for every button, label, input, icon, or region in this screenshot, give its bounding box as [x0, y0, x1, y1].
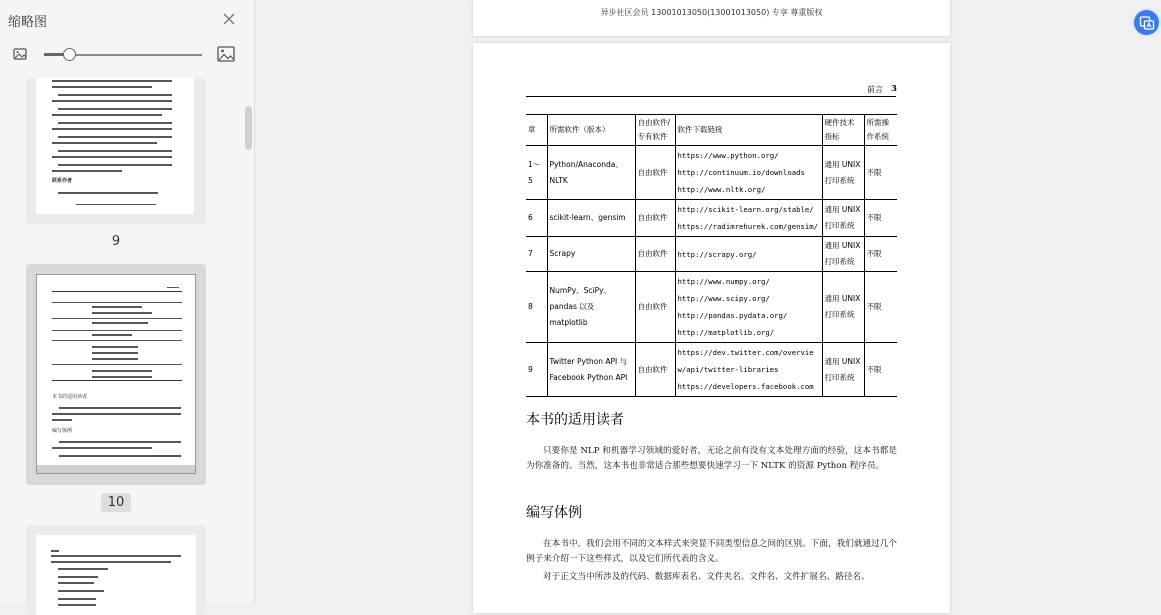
thumbnail-page-10[interactable]	[26, 264, 206, 485]
table-cell-links	[675, 146, 822, 200]
table-row	[526, 237, 897, 272]
table-cell: 不限	[864, 272, 897, 343]
download-link[interactable]: https://dev.twitter.com/overview/api/twitter-libraries	[677, 348, 814, 374]
header-rule	[526, 96, 896, 97]
table-cell: 通用 UNIX 打印系统	[822, 146, 864, 200]
download-link[interactable]: http://continuum.io/downloads	[677, 168, 805, 177]
table-cell: 自由软件	[635, 146, 675, 200]
paragraph: 对于正文当中所涉及的代码、数据库表名、文件夹名、文件名、文件扩展名、路径名、	[543, 572, 870, 582]
table-cell: NumPy、SciPy、pandas 以及 matplotlib	[547, 272, 635, 343]
download-link[interactable]: https://developers.facebook.com	[677, 382, 814, 391]
thumbnail-page-11[interactable]	[26, 525, 206, 615]
table-cell: 1～5	[526, 146, 547, 200]
table-cell: 通用 UNIX 打印系统	[822, 237, 864, 272]
document-page-current	[473, 43, 950, 613]
sidebar-scrollbar[interactable]	[245, 106, 252, 150]
table-row	[526, 146, 897, 200]
table-cell: 9	[526, 343, 547, 397]
table-cell: 通用 UNIX 打印系统	[822, 200, 864, 237]
download-link[interactable]: http://scrapy.org/	[677, 249, 757, 259]
table-cell: 不限	[864, 146, 897, 200]
table-cell: Python/Anaconda、NLTK	[547, 146, 635, 200]
sidebar-title: 缩略图	[8, 15, 48, 30]
table-cell: 自由软件	[635, 237, 675, 272]
thumbnail-heading: 本书的适用读者	[52, 394, 88, 400]
thumbnail-page-image	[36, 535, 196, 615]
table-row	[526, 272, 897, 343]
translate-icon	[1139, 15, 1155, 31]
table-header-cell: 软件下载链接	[675, 115, 822, 146]
table-row	[526, 343, 897, 397]
download-link[interactable]: https://radimrehurek.com/gensim/	[677, 222, 819, 231]
section-heading: 编写体例	[526, 505, 582, 521]
zoom-out-image-icon[interactable]	[13, 47, 27, 61]
table-cell: Twitter Python API 与 Facebook Python API	[547, 343, 635, 397]
table-cell: 通用 UNIX 打印系统	[822, 343, 864, 397]
table-header-cell: 所需操作系统	[864, 115, 897, 146]
download-link[interactable]: http://pandas.pydata.org/	[677, 311, 788, 320]
table-cell: scikit-learn、gensim	[547, 200, 635, 237]
thumbnail-page-image	[36, 274, 196, 474]
software-requirements-table	[526, 114, 897, 397]
table-cell: 6	[526, 200, 547, 237]
table-cell-links	[675, 237, 822, 272]
table-cell: 不限	[864, 343, 897, 397]
table-cell: 8	[526, 272, 547, 343]
zoom-in-image-icon[interactable]	[217, 45, 235, 63]
section-heading: 本书的适用读者	[526, 412, 624, 428]
table-cell: 不限	[864, 237, 897, 272]
thumbnail-sidebar	[0, 0, 255, 603]
thumbnail-table	[52, 291, 182, 381]
thumbnail-page-9[interactable]	[26, 78, 206, 224]
running-header-page-number: 3	[891, 84, 897, 94]
close-icon[interactable]	[222, 12, 236, 26]
watermark-text: 异步社区会员 13001013050(13001013050) 专享 尊重版权	[600, 8, 823, 17]
download-link[interactable]: http://matplotlib.org/	[677, 328, 775, 337]
running-header-label: 前言	[867, 85, 883, 94]
thumbnail-page-image	[36, 78, 194, 214]
table-cell: 不限	[864, 200, 897, 237]
thumbnail-zoom-control	[0, 44, 255, 66]
table-cell: 自由软件	[635, 200, 675, 237]
paragraph: 在本书中，我们会用不同的文本样式来突显不同类型信息之间的区别。下面，我们就通过几个例子来介绍一下这些样式，以及它们所代表的含义。	[526, 539, 897, 564]
table-cell-links	[675, 200, 822, 237]
table-cell: 自由软件	[635, 343, 675, 397]
table-header-cell: 所需软件（版本）	[547, 115, 635, 146]
download-link[interactable]: http://www.scipy.org/	[677, 294, 770, 303]
zoom-slider-thumb[interactable]	[63, 48, 76, 61]
document-page-previous	[473, 0, 950, 36]
table-cell: 通用 UNIX 打印系统	[822, 272, 864, 343]
thumbnail-heading: 编写体例	[52, 428, 73, 434]
table-cell: 自由软件	[635, 272, 675, 343]
table-header-cell: 章	[526, 115, 547, 146]
floating-action-button[interactable]	[1132, 8, 1161, 37]
table-cell: Scrapy	[547, 237, 635, 272]
table-cell-links	[675, 343, 822, 397]
download-link[interactable]: http://scikit-learn.org/stable/	[677, 205, 814, 214]
download-link[interactable]: https://www.python.org/	[677, 151, 779, 160]
table-cell: 7	[526, 237, 547, 272]
paragraph: 只要你是 NLP 和机器学习领域的爱好者，无论之前有没有文本处理方面的经验，这本书都是为你准备的。当然，这本书也非常适合那些想要快速学习一下 NLTK 的资源 Python 程序员。	[526, 446, 897, 471]
table-header-cell: 硬件技术指标	[822, 115, 864, 146]
table-header-cell: 自由软件/专有软件	[635, 115, 675, 146]
thumbnail-page-label: 10	[101, 493, 131, 512]
thumbnail-heading: 联系作者	[52, 178, 73, 184]
download-link[interactable]: http://www.numpy.org/	[677, 277, 770, 286]
download-link[interactable]: http://www.nltk.org/	[677, 185, 766, 194]
thumbnail-page-label: 9	[111, 234, 121, 249]
table-cell-links	[675, 272, 822, 343]
table-header-row	[526, 115, 897, 146]
table-row	[526, 200, 897, 237]
